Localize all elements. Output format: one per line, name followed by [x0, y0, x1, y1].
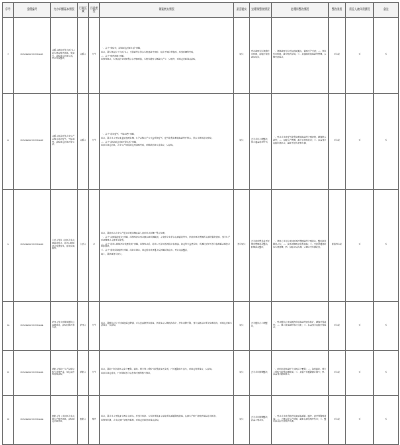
cell-type: 噪声 — [89, 396, 100, 445]
header-cell: 污染类型 — [89, 3, 100, 18]
investigation-paragraph: 经查，该企业主要从事金属表面处理，生产过程中产生少量有机废气，废气收集处理设施运行不稳定，存在无组织排放现象。 — [101, 137, 214, 140]
cell-remarks: 无 — [374, 94, 399, 190]
cell-status: 已办结 — [329, 302, 346, 351]
header-cell: 序号 — [3, 3, 14, 18]
table-row — [3, 396, 399, 445]
table-row — [3, 302, 399, 351]
investigation-paragraph: 二、关于“排污口附近河水发黑发臭”问题。经现场查看，排污口下游局部河段水体浑浊，岸边有少量漂浮物，监测结果显示部分指标超过地表水标准限值。 — [101, 243, 231, 249]
cell-status: 已办结 — [329, 396, 346, 445]
cell-district: 成都市 — [78, 18, 89, 94]
cell-case-id: D2SCA202112220006 — [14, 396, 51, 445]
cell-remarks: 无 — [374, 190, 399, 302]
investigation-paragraph: 经查，该餐饮店位于居民楼底层商铺，已安装油烟净化设施，但设施未定期清洗维护，净化效率下降，部分油烟未经有效处理排放，对周边居民生活造成一定影响。 — [101, 322, 232, 328]
investigation-paragraph: 一、关于“排放废气，气味刺鼻”问题。 — [101, 133, 136, 136]
header-cell: 处理和整改情况 — [250, 3, 272, 18]
cell-remarks: 无 — [374, 396, 399, 445]
investigation-paragraph: 经查，该垃圾站位于小区门口，日常运行中存在垃圾清运不及时、冲洗不到位等情况，局部区域有异味。 — [101, 51, 196, 54]
table-row — [3, 190, 399, 302]
cell-status: 已办结 — [329, 18, 346, 94]
cell-case-id: D2SCA202112220004 — [14, 302, 51, 351]
cell-complaint: 绵阳市某工业园区企业夜间生产噪声扰民，影响周边居民休息。 — [51, 396, 78, 445]
cell-accountability: 无 — [346, 18, 374, 94]
cell-district: 自贡市 — [78, 190, 89, 302]
header-cell: 处理和整改情况 — [272, 3, 329, 18]
header-cell: 交办问题基本情况 — [51, 3, 78, 18]
investigation-paragraph: 经查，该园区内企业生产废水经预处理后进入园区污水处理厂集中处理。 — [101, 232, 167, 235]
cell-district: 泸州市 — [78, 302, 89, 351]
cell-type: 大气 — [89, 351, 100, 396]
cell-rectification: 一、要求企业对废气收集处理设施进行全面检修，确保稳定运行；二、加强生产管理，减少无组织排放；三、执法部门加强监督检查，适时开展监督性监测。 — [272, 94, 329, 190]
investigation-paragraph: 二、关于“噪声扰民”问题。 — [101, 55, 126, 58]
cell-type: 水 — [89, 190, 100, 302]
header-cell: 受理编号 — [14, 3, 51, 18]
cell-district: 成都市 — [78, 94, 89, 190]
cell-investigation — [100, 351, 234, 396]
cell-investigation — [100, 302, 234, 351]
table-row — [3, 94, 399, 190]
table-header-row — [3, 3, 399, 18]
cell-accountability: 无 — [346, 94, 374, 190]
investigation-paragraph: 二、关于“影响周边居民正常生活”问题。 — [101, 141, 138, 144]
cell-seq: 10 — [3, 302, 14, 351]
cell-type: 大气 — [89, 18, 100, 94]
header-cell: 是否属实 — [234, 3, 250, 18]
cell-handling: 责令企业限期整改。 — [250, 351, 272, 396]
cell-verified: 属实 — [234, 18, 250, 94]
cell-case-id: D2SCA202112220005 — [14, 351, 51, 396]
cell-seq: 9 — [3, 190, 14, 302]
cell-handling: 要求运营单位规范作业时间，加强日常清运和冲洗。 — [250, 18, 272, 94]
cell-complaint: 泸州市某小区附近餐饮店油烟直排，影响居民正常生活。 — [51, 302, 78, 351]
cell-rectification: 一、组织专业单位对园区雨污管网进行全面排查，整改混接错接点位；二、完善初期雨水收集设施；三、开展河道清淤和垃圾清理；四、加强水质监测，定期公开监测结果。 — [272, 190, 329, 302]
investigation-paragraph: 经现场监测，企业夜间厂界噪声超标，对周边居民休息造成影响。 — [101, 420, 161, 422]
cell-verified: 属实 — [234, 94, 250, 190]
header-cell: 整改进度 — [329, 3, 346, 18]
cell-seq: 8 — [3, 94, 14, 190]
cell-district: 绵阳市 — [78, 396, 89, 445]
cell-rectification: 一、对原料堆场进行全封闭或全覆盖；二、完善破碎、筛分工序粉尘收集处理设施；三、加强厂区道路洒水降尘；四、执法部门跟踪督办。 — [272, 351, 329, 396]
header-cell: 行政区域 — [78, 3, 89, 18]
cell-accountability: 无 — [346, 190, 374, 302]
cell-rectification: 一、督促运营单位增加清运频次，做到日产日清；二、优化作业时间，减少噪声影响；三、加强除臭设施运行管理，定期开展巡查。 — [272, 18, 329, 94]
cell-handling: 责令企业限期整改，依法立案查处。 — [250, 396, 272, 445]
cell-accountability: 无 — [346, 396, 374, 445]
investigation-paragraph: 一、关于“夜间偷排废水”问题。经现场检查及查阅在线监测数据，未发现企业存在夜间偷排行为，但园区雨水管网存在混接错接情况，部分生产区初期雨水未能有效收集。 — [101, 236, 231, 242]
investigation-paragraph: 经现场调查，垃圾站作业时间集中在早晚时段，垃圾压缩及车辆进出产生一定噪声，对周边居民造成影响。 — [101, 59, 198, 62]
cell-investigation — [100, 396, 234, 445]
cell-remarks: 无 — [374, 351, 399, 396]
cell-seq: 7 — [3, 18, 14, 94]
header-cell: 责任人被问责情况 — [346, 3, 374, 18]
cell-complaint: 成都市双流区某企业生产过程中排放废气，气味刺鼻，影响周边居民正常生活。 — [51, 94, 78, 190]
cell-status: 已办结 — [329, 351, 346, 396]
cell-complaint: 成都市武侯区某小区门口的垃圾站噪声扰民，臭味大，影响周边居民生活，要求尽快整改。 — [51, 18, 78, 94]
complaint-handling-table — [2, 2, 399, 445]
investigation-paragraph: 三、关于“群众反映强烈”问题。经走访调查，周边群众对河道水质问题反映较多，要求加快整治。 — [101, 250, 190, 253]
cell-seq: 12 — [3, 396, 14, 445]
cell-verified: 属实 — [234, 351, 250, 396]
cell-remarks: 无 — [374, 302, 399, 351]
cell-complaint: 德阳市某砖厂生产过程中粉尘污染严重，周边农作物受到影响。 — [51, 351, 78, 396]
cell-rectification: 一、要求餐饮店对油烟净化设施进行清洗维护，确保正常运行；二、建立设施运行维护台账；三、执法部门加强日常巡查。 — [272, 302, 329, 351]
investigation-paragraph: 经查，该企业主要设备布置在车间内，但部分风机、空压机等设备未采取有效减振降噪措施，夜间生产时厂界噪声超过排放标准。 — [101, 416, 218, 419]
table-row — [3, 18, 399, 94]
cell-case-id: D2SCA202112220002 — [14, 94, 51, 190]
cell-investigation — [100, 190, 234, 302]
cell-verified: 属实 — [234, 302, 250, 351]
header-cell: 备注 — [374, 3, 399, 18]
cell-handling: 责令园区管委会开展雨污管网排查整治，限期完成整改。 — [250, 190, 272, 302]
cell-type: 大气 — [89, 302, 100, 351]
investigation-paragraph: 经走访周边居民，企业生产时段周边可闻到异味，对附近居民生活造成一定影响。 — [101, 145, 175, 148]
cell-accountability: 无 — [346, 302, 374, 351]
cell-accountability: 无 — [346, 351, 374, 396]
cell-case-id: D2SCA202112220001 — [14, 18, 51, 94]
table-row — [3, 351, 399, 396]
investigation-paragraph: 经查，该砖厂原料堆场未完全覆盖，破碎、筛分等工序粉尘收集设施不完善，厂区道路扬尘较大，对周边环境造成一定影响。 — [101, 369, 214, 372]
cell-investigation — [100, 94, 234, 190]
cell-district: 德阳市 — [78, 351, 89, 396]
header-cell: 调查核实情况 — [100, 3, 234, 18]
cell-complaint: 自贡市某化工园区企业夜间偷排废水，排污口附近河水发黑发臭，群众反映强烈。 — [51, 190, 78, 302]
cell-case-id: D2SCA202112220003 — [14, 190, 51, 302]
cell-status: 已办结 — [329, 94, 346, 190]
cell-handling: 责令餐饮店立即整改。 — [250, 302, 272, 351]
cell-rectification: 一、要求企业对高噪声设备采取减振、隔声、消声等降噪措施；二、合理安排生产时间，避免夜间高噪声作业；三、整改完成后开展噪声监测。 — [272, 396, 329, 445]
cell-seq: 11 — [3, 351, 14, 396]
cell-remarks: 无 — [374, 18, 399, 94]
investigation-paragraph: 综上，该问题部分属实。 — [101, 254, 124, 257]
investigation-paragraph: 经走访周边群众，厂区附近部分农作物叶面有积尘现象。 — [101, 373, 153, 375]
cell-verified: 部分属实 — [234, 190, 250, 302]
investigation-paragraph: 一、关于“臭味大，影响周边居民生活”问题。 — [101, 47, 143, 50]
cell-status: 阶段性办结 — [329, 190, 346, 302]
cell-verified: 属实 — [234, 396, 250, 445]
cell-handling: 责令企业立即整改，停止违法排污行为。 — [250, 94, 272, 190]
cell-type: 大气 — [89, 94, 100, 190]
cell-investigation — [100, 18, 234, 94]
